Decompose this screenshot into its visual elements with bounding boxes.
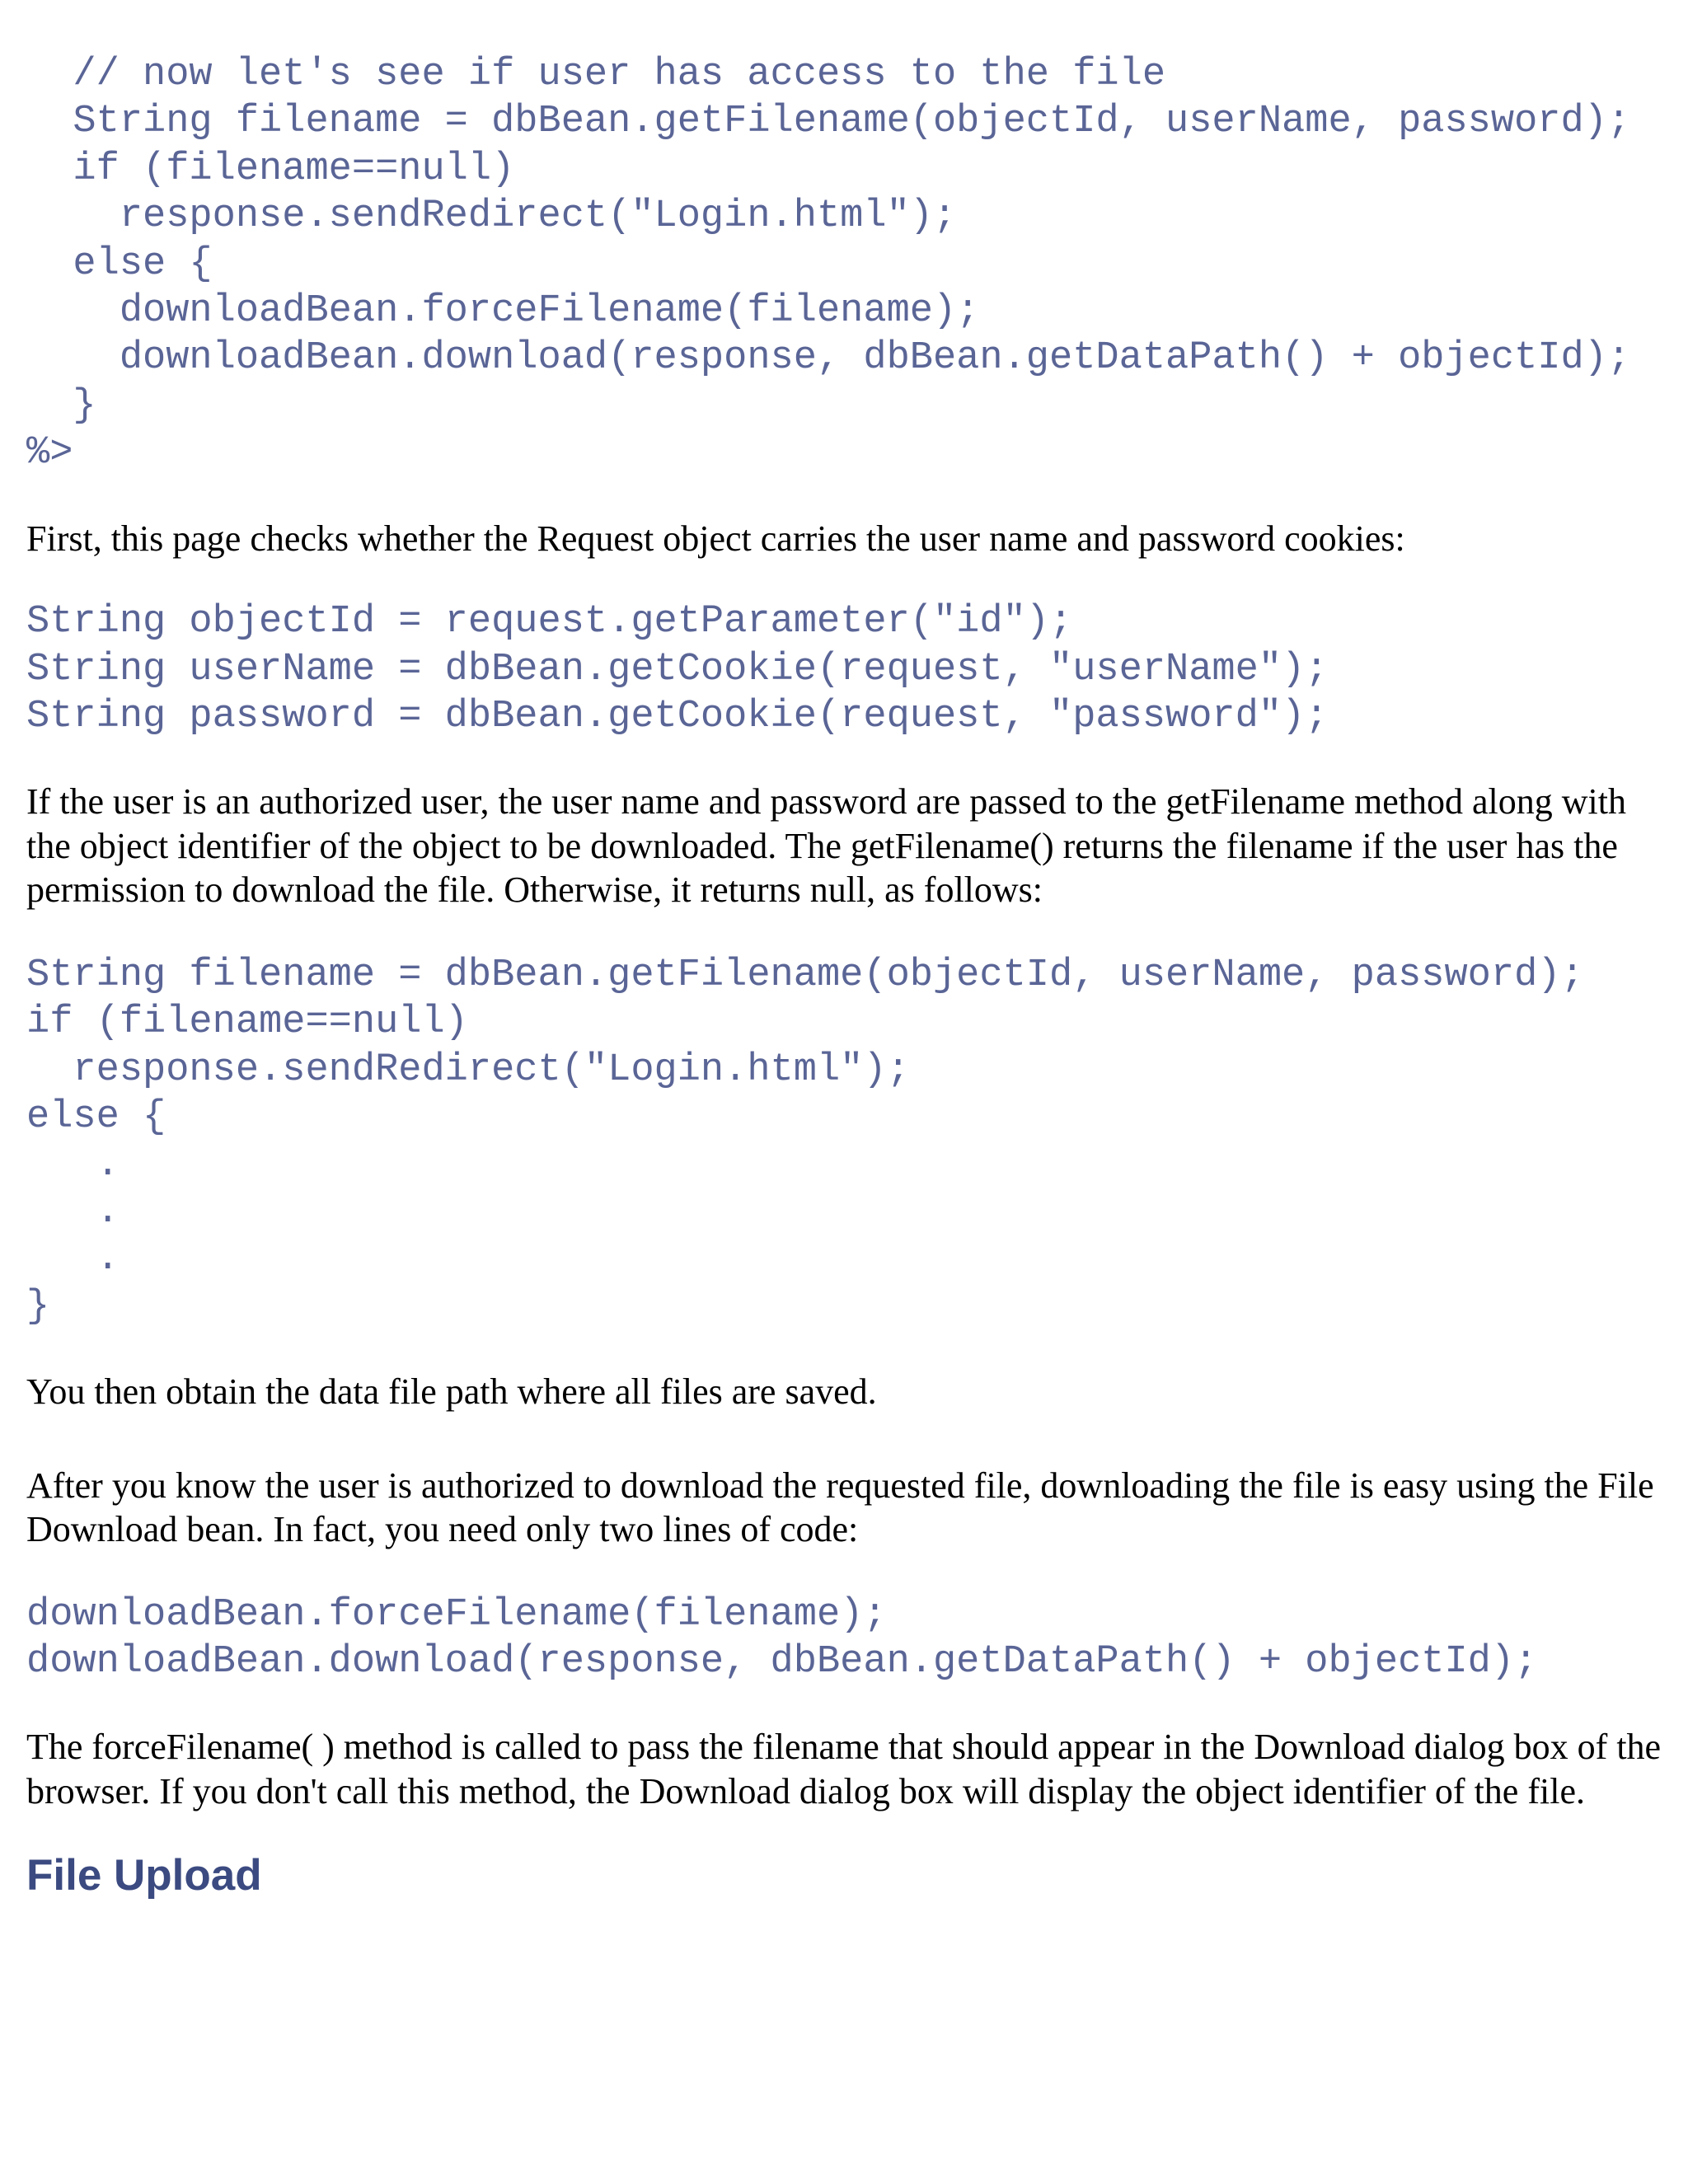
- code-line: %>: [26, 431, 73, 476]
- code-line: else {: [26, 241, 213, 286]
- code-block-download-page: [26, 51, 1667, 477]
- code-line: // now let's see if user has access to the file: [26, 53, 1166, 96]
- code-line: if (filename==null): [26, 147, 515, 191]
- document-page: [26, 51, 1667, 1902]
- code-line: response.sendRedirect("Login.html");: [26, 194, 957, 239]
- code-line: downloadBean.download(response, dbBean.getDataPath() + objectId);: [26, 1640, 1538, 1685]
- code-line: response.sendRedirect("Login.html");: [26, 1047, 910, 1092]
- code-line: downloadBean.forceFilename(filename);: [26, 1592, 887, 1637]
- paragraph-data-path: You then obtain the data file path where all files are saved.: [26, 1371, 877, 1413]
- code-line: String password = dbBean.getCookie(request, "password");: [26, 694, 1329, 738]
- code-line: downloadBean.forceFilename(filename);: [26, 289, 980, 334]
- code-line: .: [26, 1237, 120, 1282]
- code-line: String filename = dbBean.getFilename(objectId, userName, password);: [26, 953, 1584, 997]
- code-line: else {: [26, 1095, 166, 1140]
- code-line: .: [26, 1189, 120, 1234]
- code-block-read-cookies: [26, 598, 1667, 740]
- paragraph-force-filename: The forceFilename( ) method is called to pass the filename that should appear in the Download dialog box of the browser. If you don't call this method, the Download dialog box will display the object identifier of the file.: [26, 1727, 1662, 1811]
- paragraph-download-bean: After you know the user is authorized to download the requested file, downloading the file is easy using the File Download bean. In fact, you need only two lines of code:: [26, 1465, 1654, 1550]
- paragraph-cookie-check: First, this page checks whether the Request object carries the user name and password cookies:: [26, 518, 1405, 559]
- code-block-get-filename: [26, 952, 1667, 1330]
- code-line: if (filename==null): [26, 1001, 468, 1045]
- code-line: }: [26, 383, 96, 428]
- code-line: }: [26, 1284, 50, 1329]
- paragraph-authorization: If the user is an authorized user, the user name and password are passed to the getFilename method along with the object identifier of the object to be downloaded. The getFilename() returns the filename if the user has the permission to download the file. Otherwise, it returns null, as follows:: [26, 781, 1626, 911]
- code-block-download-calls: [26, 1591, 1667, 1686]
- code-line: downloadBean.download(response, dbBean.getDataPath() + objectId);: [26, 336, 1631, 381]
- section-heading: File Upload: [26, 1851, 262, 1900]
- code-line: .: [26, 1142, 120, 1187]
- code-line: String objectId = request.getParameter("id");: [26, 600, 1073, 644]
- code-line: String userName = dbBean.getCookie(request, "userName");: [26, 647, 1329, 691]
- code-line: String filename = dbBean.getFilename(objectId, userName, password);: [26, 100, 1631, 144]
